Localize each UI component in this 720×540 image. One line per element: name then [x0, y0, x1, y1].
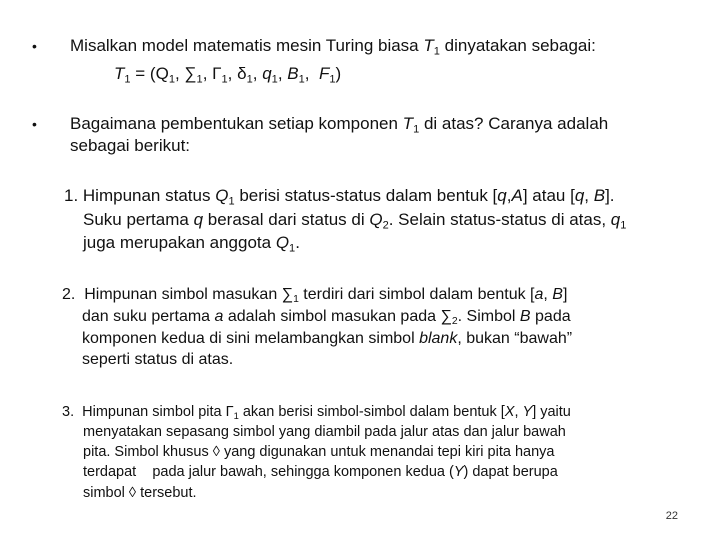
item-2-line-1: 2. Himpunan simbol masukan $\sum_1$ terdiri dari simbol dalam bentuk [a, B] — [62, 286, 568, 306]
item-3-line-3: pita. Simbol khusus ◊ yang digunakan untuk menandai tepi kiri pita hanya — [83, 444, 555, 460]
item-3-line-2: menyatakan sepasang simbol yang diambil pada jalur atas dan jalur bawah — [83, 424, 566, 440]
item-3-line-4: terdapat pada jalur bawah, sehingga komponen kedua (Y) dapat berupa — [83, 464, 558, 480]
bullet-dot: • — [32, 116, 37, 132]
item-1-line-2: Suku pertama q berasal dari status di $Q_2$. Selain status-status di atas, $q_1$ — [83, 210, 627, 232]
item-3-line-1: 3. Himpunan simbol pita $\Gamma_1$ akan berisi simbol-simbol dalam bentuk [X, Y] yaitu — [62, 404, 571, 421]
item-1-line-1: 1. Himpunan status $Q_1$ berisi status-status dalam bentuk [q,A] atau [q, B]. — [64, 186, 615, 208]
bullet-2-line-1: Bagaimana pembentukan setiap komponen $T_1$ di atas? Caranya adalah — [70, 114, 609, 136]
bullet-1-line-2: $T_1 = (Q_1$, $\sum_1$, $\Gamma_1$, $\delta_1$, $q_1$, $B_1$, $F_1$) — [114, 64, 342, 86]
item-1-line-3: juga merupakan anggota $Q_1$. — [83, 233, 300, 255]
item-2-line-2: dan suku pertama a adalah simbol masukan pada $\sum_2$. Simbol B pada — [82, 308, 571, 328]
item-2-line-4: seperti status di atas. — [82, 351, 234, 368]
bullet-2-line-2: sebagai berikut: — [70, 136, 191, 155]
bullet-dot: • — [32, 38, 37, 54]
item-3-line-5: simbol ◊ tersebut. — [83, 485, 197, 501]
item-2-line-3: komponen kedua di sini melambangkan simbol blank, bukan “bawah” — [82, 330, 573, 347]
bullet-1-line-1: Misalkan model matematis mesin Turing biasa $T_1$ dinyatakan sebagai: — [70, 36, 596, 58]
page-number: 22 — [665, 510, 678, 522]
